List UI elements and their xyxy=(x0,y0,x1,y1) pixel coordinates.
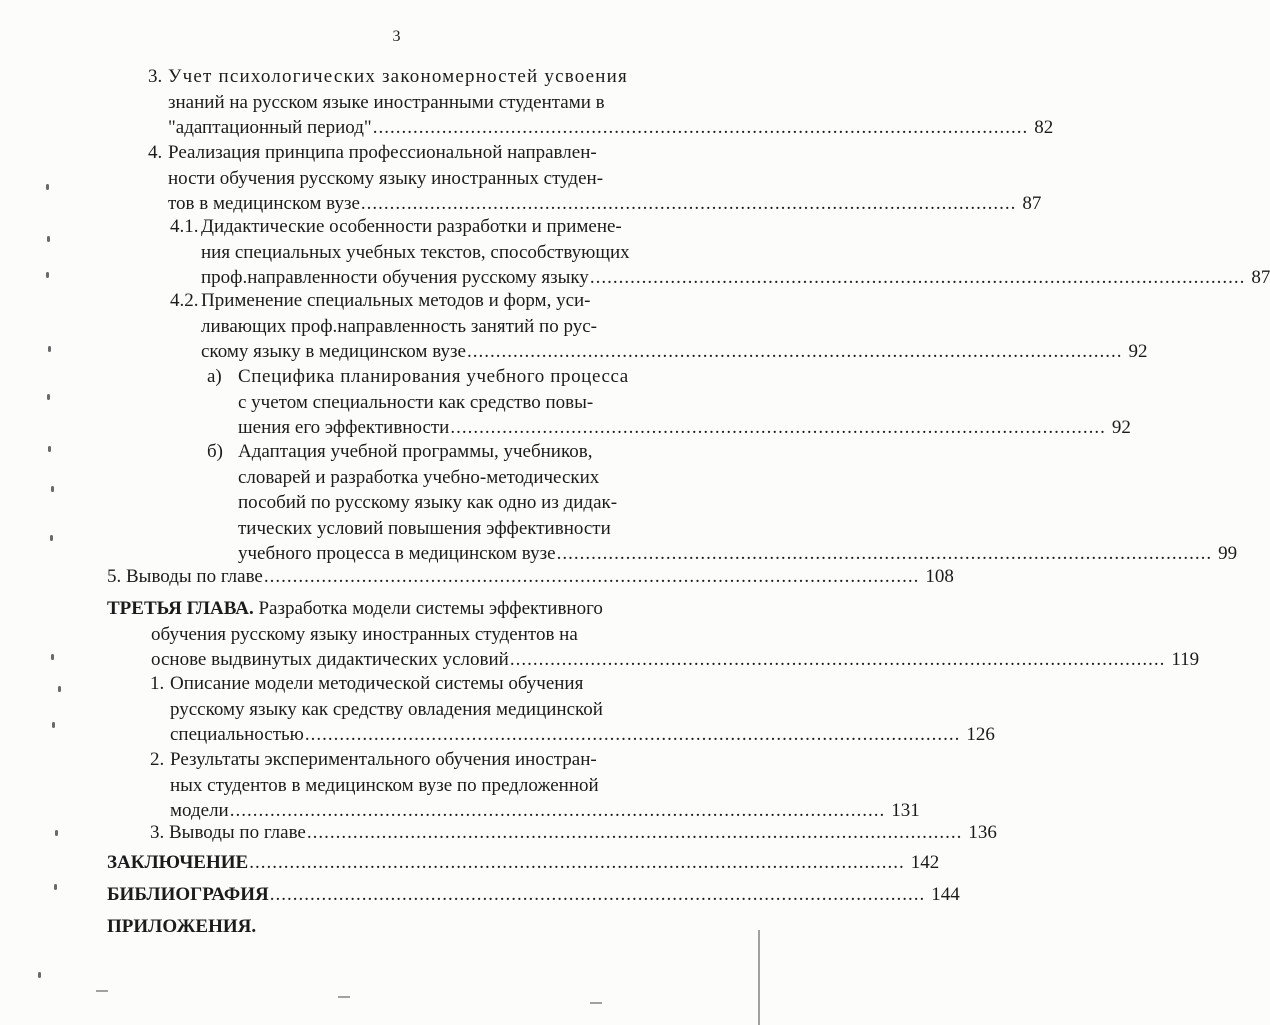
leader-dots: .................................................................................................................. xyxy=(306,822,963,843)
entry-line-text: "адаптационный период" xyxy=(168,117,372,138)
entry-line-text: 5. Выводы по главе xyxy=(107,566,263,587)
leader-dots: .................................................................................................................. xyxy=(360,193,1017,214)
page-ref: 142 xyxy=(910,852,940,873)
page-number: 3 xyxy=(392,28,401,45)
scan-speck xyxy=(54,884,57,890)
entry-number: 4. xyxy=(148,142,163,163)
page-ref: 82 xyxy=(1034,117,1054,138)
chapter-subtitle: Разработка модели системы эффективного xyxy=(253,598,603,619)
toc-entry xyxy=(148,140,1042,217)
entry-line-text: скому языку в медицинском вузе xyxy=(201,341,466,362)
toc-entry xyxy=(150,747,920,824)
entry-line-last xyxy=(107,882,960,908)
entry-line: Результаты экспериментального обучения иностран- xyxy=(170,749,597,770)
entry-line: ния специальных учебных текстов, способствующих xyxy=(201,241,630,263)
entry-line-text: модели xyxy=(170,800,229,821)
scan-speck xyxy=(48,446,51,452)
entry-line: Специфика планирования учебного процесса xyxy=(238,366,629,387)
page-ref: 92 xyxy=(1111,417,1131,438)
leader-dots: .................................................................................................................. xyxy=(450,417,1106,438)
page-ref: 136 xyxy=(968,822,997,843)
entry-line-last xyxy=(151,647,1200,673)
entry-line-last xyxy=(238,415,1131,441)
entry-line: Учет психологических закономерностей усвоения xyxy=(168,66,628,87)
toc-entry xyxy=(107,882,960,908)
entry-line: обучения русскому языку иностранных студентов на xyxy=(151,623,578,645)
entry-number: 2. xyxy=(150,749,165,770)
entry-line: с учетом специальности как средство повы- xyxy=(238,391,594,413)
page-ref: 99 xyxy=(1218,543,1238,564)
entry-line: Адаптация учебной программы, учебников, xyxy=(238,441,593,462)
section-title: ЗАКЛЮЧЕНИЕ xyxy=(107,852,249,873)
entry-line: тических условий повышения эффективности xyxy=(238,517,611,539)
scan-speck xyxy=(55,830,58,836)
entry-line: Применение специальных методов и форм, уси- xyxy=(201,290,591,311)
page-ref: 126 xyxy=(966,724,995,745)
scan-speck xyxy=(46,272,49,278)
entry-line xyxy=(107,596,693,622)
scan-speck xyxy=(47,394,50,400)
toc-entry xyxy=(150,671,995,748)
entry-line: Реализация принципа профессиональной направлен- xyxy=(168,142,597,163)
entry-line: пособий по русскому языку как одно из дидак- xyxy=(238,492,618,513)
leader-dots: .................................................................................................................. xyxy=(372,117,1029,138)
scan-speck xyxy=(51,486,54,492)
section-title: ПРИЛОЖЕНИЯ. xyxy=(107,916,257,937)
entry-line-last xyxy=(201,265,1270,291)
entry-line-text: 3. Выводы по главе xyxy=(150,822,306,843)
entry-line: словарей и разработка учебно-методических xyxy=(238,466,600,488)
entry-line-last xyxy=(201,339,1148,365)
entry-line: русскому языку как средству овладения медицинской xyxy=(170,698,603,720)
entry-line-last xyxy=(168,191,1042,217)
toc-entry xyxy=(170,288,1148,365)
scan-speck xyxy=(38,972,41,978)
leader-dots: .................................................................................................................. xyxy=(509,649,1166,670)
scan-speck xyxy=(58,686,61,692)
entry-line-last xyxy=(150,820,997,846)
scan-speck xyxy=(51,654,54,660)
section-title: БИБЛИОГРАФИЯ xyxy=(107,884,269,905)
entry-line: Дидактические особенности разработки и примене- xyxy=(201,216,622,237)
leader-dots: .................................................................................................................. xyxy=(304,724,961,745)
scan-speck xyxy=(47,236,50,242)
page-ref: 87 xyxy=(1022,193,1042,214)
entry-line-text: проф.направленности обучения русскому языку xyxy=(201,267,589,288)
leader-dots: .................................................................................................................. xyxy=(589,267,1246,288)
page-ref: 131 xyxy=(891,800,920,821)
leader-dots: .................................................................................................................. xyxy=(229,800,886,821)
entry-number: 4.2. xyxy=(170,290,199,311)
page-ref: 87 xyxy=(1251,267,1270,288)
scan-edge-line xyxy=(758,930,760,1025)
entry-number: б) xyxy=(207,441,223,462)
entry-line: знаний на русском языке иностранными студентами в xyxy=(168,91,605,113)
scan-speck xyxy=(52,722,55,728)
entry-line-text: учебного процесса в медицинском вузе xyxy=(238,543,556,564)
leader-dots: .................................................................................................................. xyxy=(556,543,1213,564)
scan-speck xyxy=(46,184,49,190)
entry-line: ливающих проф.направленность занятий по рус- xyxy=(201,315,597,337)
page-ref: 108 xyxy=(925,566,954,587)
entry-number: а) xyxy=(207,366,222,387)
entry-line-text: специальностью xyxy=(170,724,304,745)
page-ref: 92 xyxy=(1128,341,1148,362)
entry-number: 3. xyxy=(148,66,163,87)
scan-edge-line xyxy=(590,1002,602,1004)
entry-line-last xyxy=(170,722,995,748)
leader-dots: .................................................................................................................. xyxy=(249,852,905,873)
toc-entry xyxy=(150,820,997,846)
leader-dots: .................................................................................................................. xyxy=(269,884,926,905)
entry-line-last xyxy=(238,541,1238,567)
leader-dots: .................................................................................................................. xyxy=(466,341,1123,362)
scan-edge-line xyxy=(338,996,350,998)
entry-line-text: тов в медицинском вузе xyxy=(168,193,360,214)
page-ref: 119 xyxy=(1171,649,1200,670)
scan-edge-line xyxy=(96,990,108,992)
entry-line-last xyxy=(168,115,1054,141)
toc-entry xyxy=(207,439,1238,567)
toc-chapter-entry xyxy=(107,596,1200,673)
scan-speck xyxy=(50,535,53,541)
page-ref: 144 xyxy=(931,884,960,905)
toc-entry xyxy=(148,64,1054,141)
entry-number: 4.1. xyxy=(170,216,199,237)
toc-entry xyxy=(170,214,1270,291)
entry-line: Описание модели методической системы обучения xyxy=(170,673,584,694)
toc-entry xyxy=(107,914,693,940)
entry-line: ности обучения русскому языку иностранных студен- xyxy=(168,167,604,189)
chapter-title: ТРЕТЬЯ ГЛАВА. xyxy=(107,598,254,619)
entry-line-last xyxy=(107,564,954,590)
toc-entry xyxy=(107,564,954,590)
entry-line: ных студентов в медицинском вузе по предложенной xyxy=(170,774,599,796)
leader-dots: .................................................................................................................. xyxy=(263,566,920,587)
scan-speck xyxy=(48,346,51,352)
entry-line-text: шения его эффективности xyxy=(238,417,450,438)
toc-entry xyxy=(107,850,940,876)
entry-number: 1. xyxy=(150,673,165,694)
entry-line-last xyxy=(107,850,940,876)
toc-entry xyxy=(207,364,1131,441)
entry-line-text: основе выдвинутых дидактических условий xyxy=(151,649,509,670)
